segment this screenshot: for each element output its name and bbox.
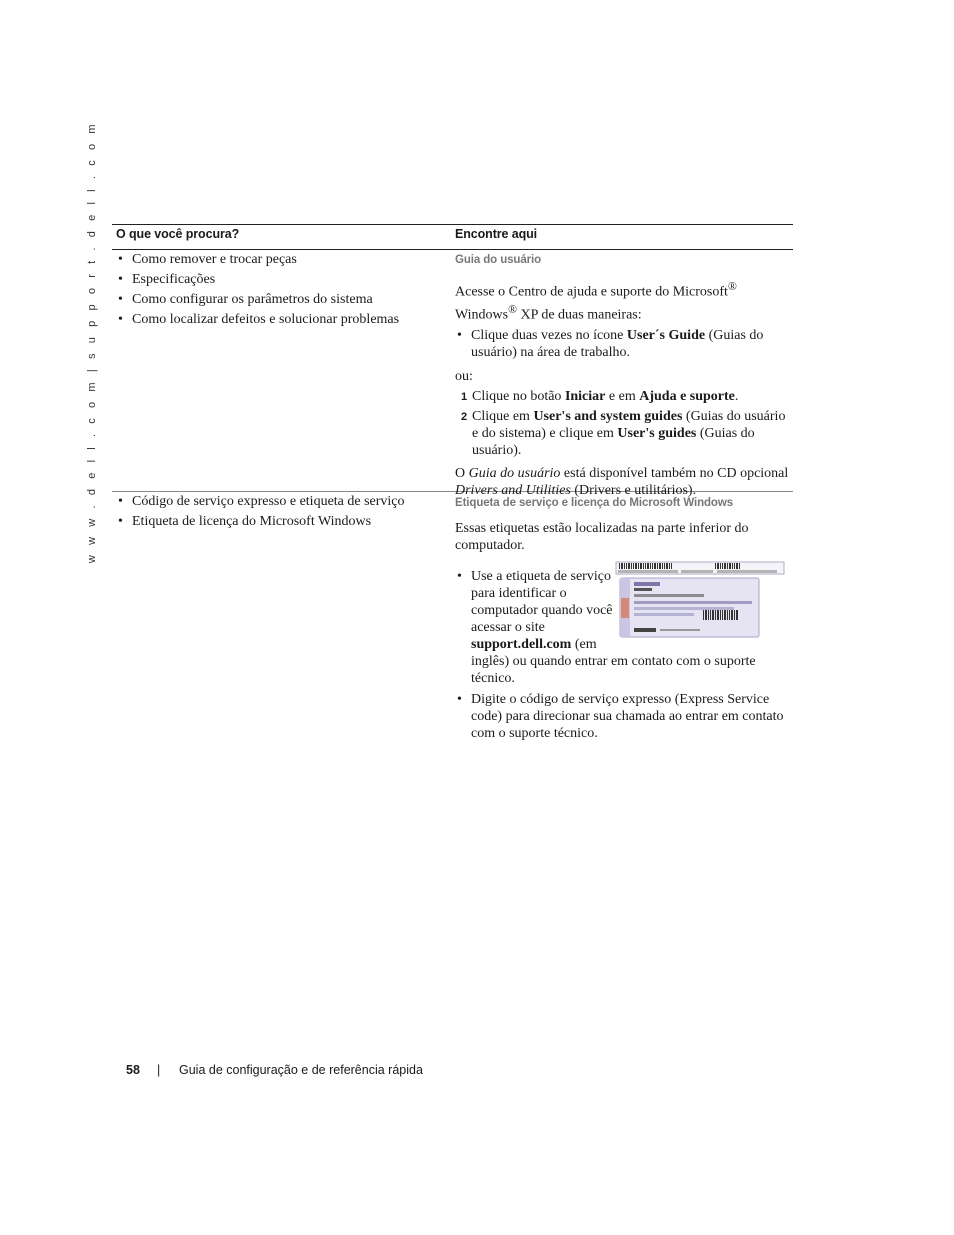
footer-separator: |: [157, 1063, 161, 1077]
step-bold-text: User's guides: [617, 426, 697, 442]
cd-text: O: [455, 466, 469, 482]
intro-text-c: XP de duas maneiras:: [516, 307, 642, 323]
footer-title: Guia de configuração e de referência rápida: [179, 1063, 423, 1077]
page-number: 58: [126, 1063, 140, 1077]
row1-left-column: [116, 250, 446, 330]
step-bold-text: Iniciar: [564, 389, 606, 405]
users-guide-bullets: [455, 327, 791, 361]
registered-mark: ®: [727, 280, 737, 293]
service-tag-intro: Essas etiquetas estão localizadas na parte inferior do computador.: [455, 521, 749, 553]
bullet-text: Use a etiqueta de serviço para identificar o computador quando você acessar o site: [471, 569, 613, 635]
step-text: (Guias do usuário e do sistema) e clique em: [472, 409, 786, 442]
step-number: 1: [461, 391, 468, 404]
step-bold-text: User's and system guides: [533, 409, 683, 425]
step-number: 2: [461, 411, 468, 424]
service-tag-section-title: Etiqueta de serviço e licença do Microsoft Windows: [455, 497, 733, 509]
cd-text: está disponível também no CD opcional: [560, 466, 789, 482]
bullet-text: Clique duas vezes no ícone: [471, 328, 627, 344]
step-1: [455, 388, 791, 405]
microsoft-logo-mark: [634, 628, 656, 632]
step-text: (Guias do usuário).: [472, 426, 755, 459]
cd-text: (Drivers e utilitários).: [570, 483, 697, 499]
bullet-bold-text: User´s Guide: [626, 328, 706, 344]
list-item: • Especificações: [116, 270, 446, 290]
cd-italic-text: Drivers and Utilities: [455, 483, 571, 499]
support-site-text: support.dell.com: [471, 637, 572, 652]
registered-mark: ®: [508, 302, 517, 316]
header-find-here: Encontre aqui: [455, 227, 538, 241]
list-item: • Etiqueta de licença do Microsoft Windows: [116, 512, 446, 532]
list-item: • Código de serviço expresso e etiqueta de serviço: [116, 492, 446, 512]
list-item: • Como configurar os parâmetros do sistema: [116, 290, 446, 310]
row2-topic-list: [116, 492, 446, 532]
users-guide-section-title: Guia do usuário: [455, 254, 542, 266]
or-text: ou:: [455, 369, 473, 385]
intro-text-a: Acesse o Centro de ajuda e suporte do Microsoft: [455, 284, 728, 300]
step-text: .: [734, 389, 739, 405]
step-bold-text: Ajuda e suporte: [639, 389, 735, 405]
intro-text-b: Windows: [455, 307, 509, 323]
bullet-text: (Guias do usuário) na área de trabalho.: [471, 328, 764, 361]
step-text: Clique no botão: [472, 389, 565, 405]
bullet-text: (em inglês) ou quando entrar em contato com o suporte técnico.: [471, 637, 756, 686]
header-what-you-seek: O que você procura?: [116, 227, 240, 241]
list-item: • Digite o código de serviço expresso (Express Service code) para direcionar sua chamada ao entrar em contato com o suporte técnico.: [455, 691, 791, 742]
table-top-rule: [112, 224, 793, 225]
list-item: • Como localizar defeitos e solucionar problemas: [116, 310, 446, 330]
sidebar-url: [82, 120, 102, 564]
row1-topic-list: [116, 250, 446, 330]
users-guide-intro: [455, 278, 791, 323]
step-text: e em: [605, 389, 640, 405]
cd-italic-text: Guia do usuário: [468, 466, 561, 482]
row1-right-column: [455, 252, 791, 499]
service-tag-label-image: [615, 561, 785, 643]
sidebar-url-text: w w w . d e l l . c o m | s u p p o r t . d e l l . c o m: [86, 120, 98, 564]
list-item: [455, 327, 791, 361]
row2-left-column: [116, 492, 446, 532]
step-text: Clique em: [472, 409, 534, 425]
license-barcode: [703, 610, 738, 620]
step-2: [455, 408, 791, 459]
list-item: • Como remover e trocar peças: [116, 250, 446, 270]
